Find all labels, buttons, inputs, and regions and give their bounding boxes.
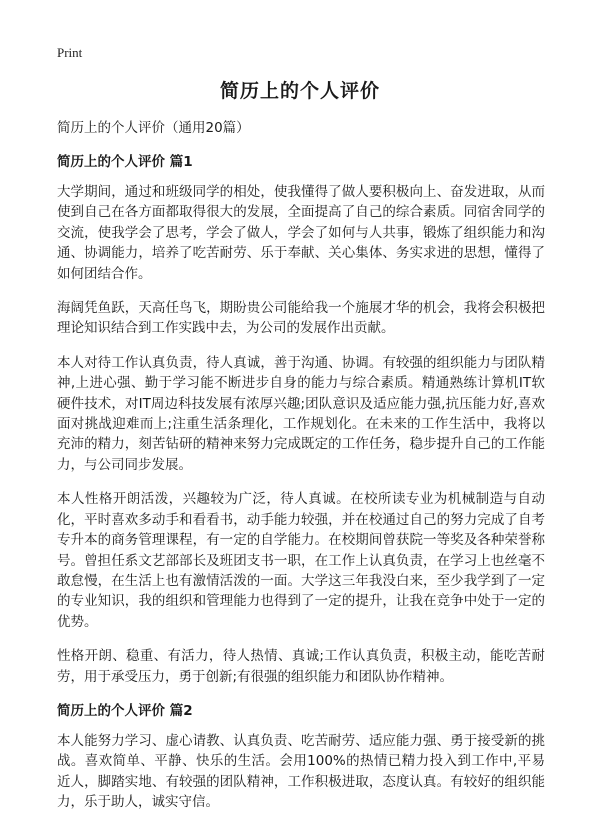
page-title: 简历上的个人评价 [219, 80, 380, 102]
paragraph: 本人对待工作认真负责，待人真诚，善于沟通、协调。有较强的组织能力与团队精神,上进心强、勤于学习能不断进步自身的能力与综合素质。精通熟练计算机IT软硬件技术，对IT周边科技发展有浓厚兴趣;团队意识及适应能力强,抗压能力好,喜欢面对挑战迎难而上;注重生活条理化，工作规划化。在未来的工作生活中，我将以充沛的精力，刻苦钻研的精神来努力完成既定的工作任务，稳步提升自己的工作能力，与公司同步发展。 [57, 354, 545, 473]
paragraph: 大学期间，通过和班级同学的相处，使我懂得了做人要积极向上、奋发进取，从而使到自己在各方面都取得很大的发展，全面提高了自己的综合素质。同宿舍同学的交流，使我学会了思考，学会了做人，学会了如何与人共事，锻炼了组织能力和沟通、协调能力，培养了吃苦耐劳、乐于奉献、关心集体、务实求进的思想，懂得了如何团结合作。 [57, 184, 545, 282]
paragraph: 本人性格开朗活泼，兴趣较为广泛，待人真诚。在校所读专业为机械制造与自动化，平时喜欢多动手和看看书，动手能力较强，并在校通过自己的努力完成了自考专升本的商务管理课程，有一定的自学能力。在校期间曾获院一等奖及各种荣誉称号。曾担任系文艺部部长及班团支书一职，在工作上认真负责，在学习上也丝毫不敢怠慢，在生活上也有激情活泼的一面。大学这三年我没白来，至少我学到了一定的专业知识，我的组织和管理能力也得到了一定的提升，让我在竞争中处于一定的优势。 [57, 491, 545, 630]
paragraph: 海阔凭鱼跃，天高任鸟飞，期盼贵公司能给我一个施展才华的机会，我将会积极把理论知识结合到工作实践中去，为公司的发展作出贡献。 [57, 300, 545, 337]
document-body [57, 118, 545, 827]
paragraph: 性格开朗、稳重、有活力，待人热情、真诚;工作认真负责，积极主动，能吃苦耐劳，用于承受压力，勇于创新;有很强的组织能力和团队协作精神。 [57, 648, 545, 685]
section-heading-2: 简历上的个人评价 篇2 [57, 702, 193, 719]
paragraph: 本人能努力学习、虚心请教、认真负责、吃苦耐劳、适应能力强、勇于接受新的挑战。喜欢简单、平静、快乐的生活。会用100%的热情已精力投入到工作中,平易近人，脚踏实地、有较强的团队精神，工作积极进取，态度认真。有较好的组织能力，乐于助人，诚实守信。 [57, 732, 545, 811]
document-subtitle: 简历上的个人评价（通用20篇） [57, 120, 250, 136]
print-label: Print [57, 45, 83, 60]
section-heading-1: 简历上的个人评价 篇1 [57, 154, 193, 170]
